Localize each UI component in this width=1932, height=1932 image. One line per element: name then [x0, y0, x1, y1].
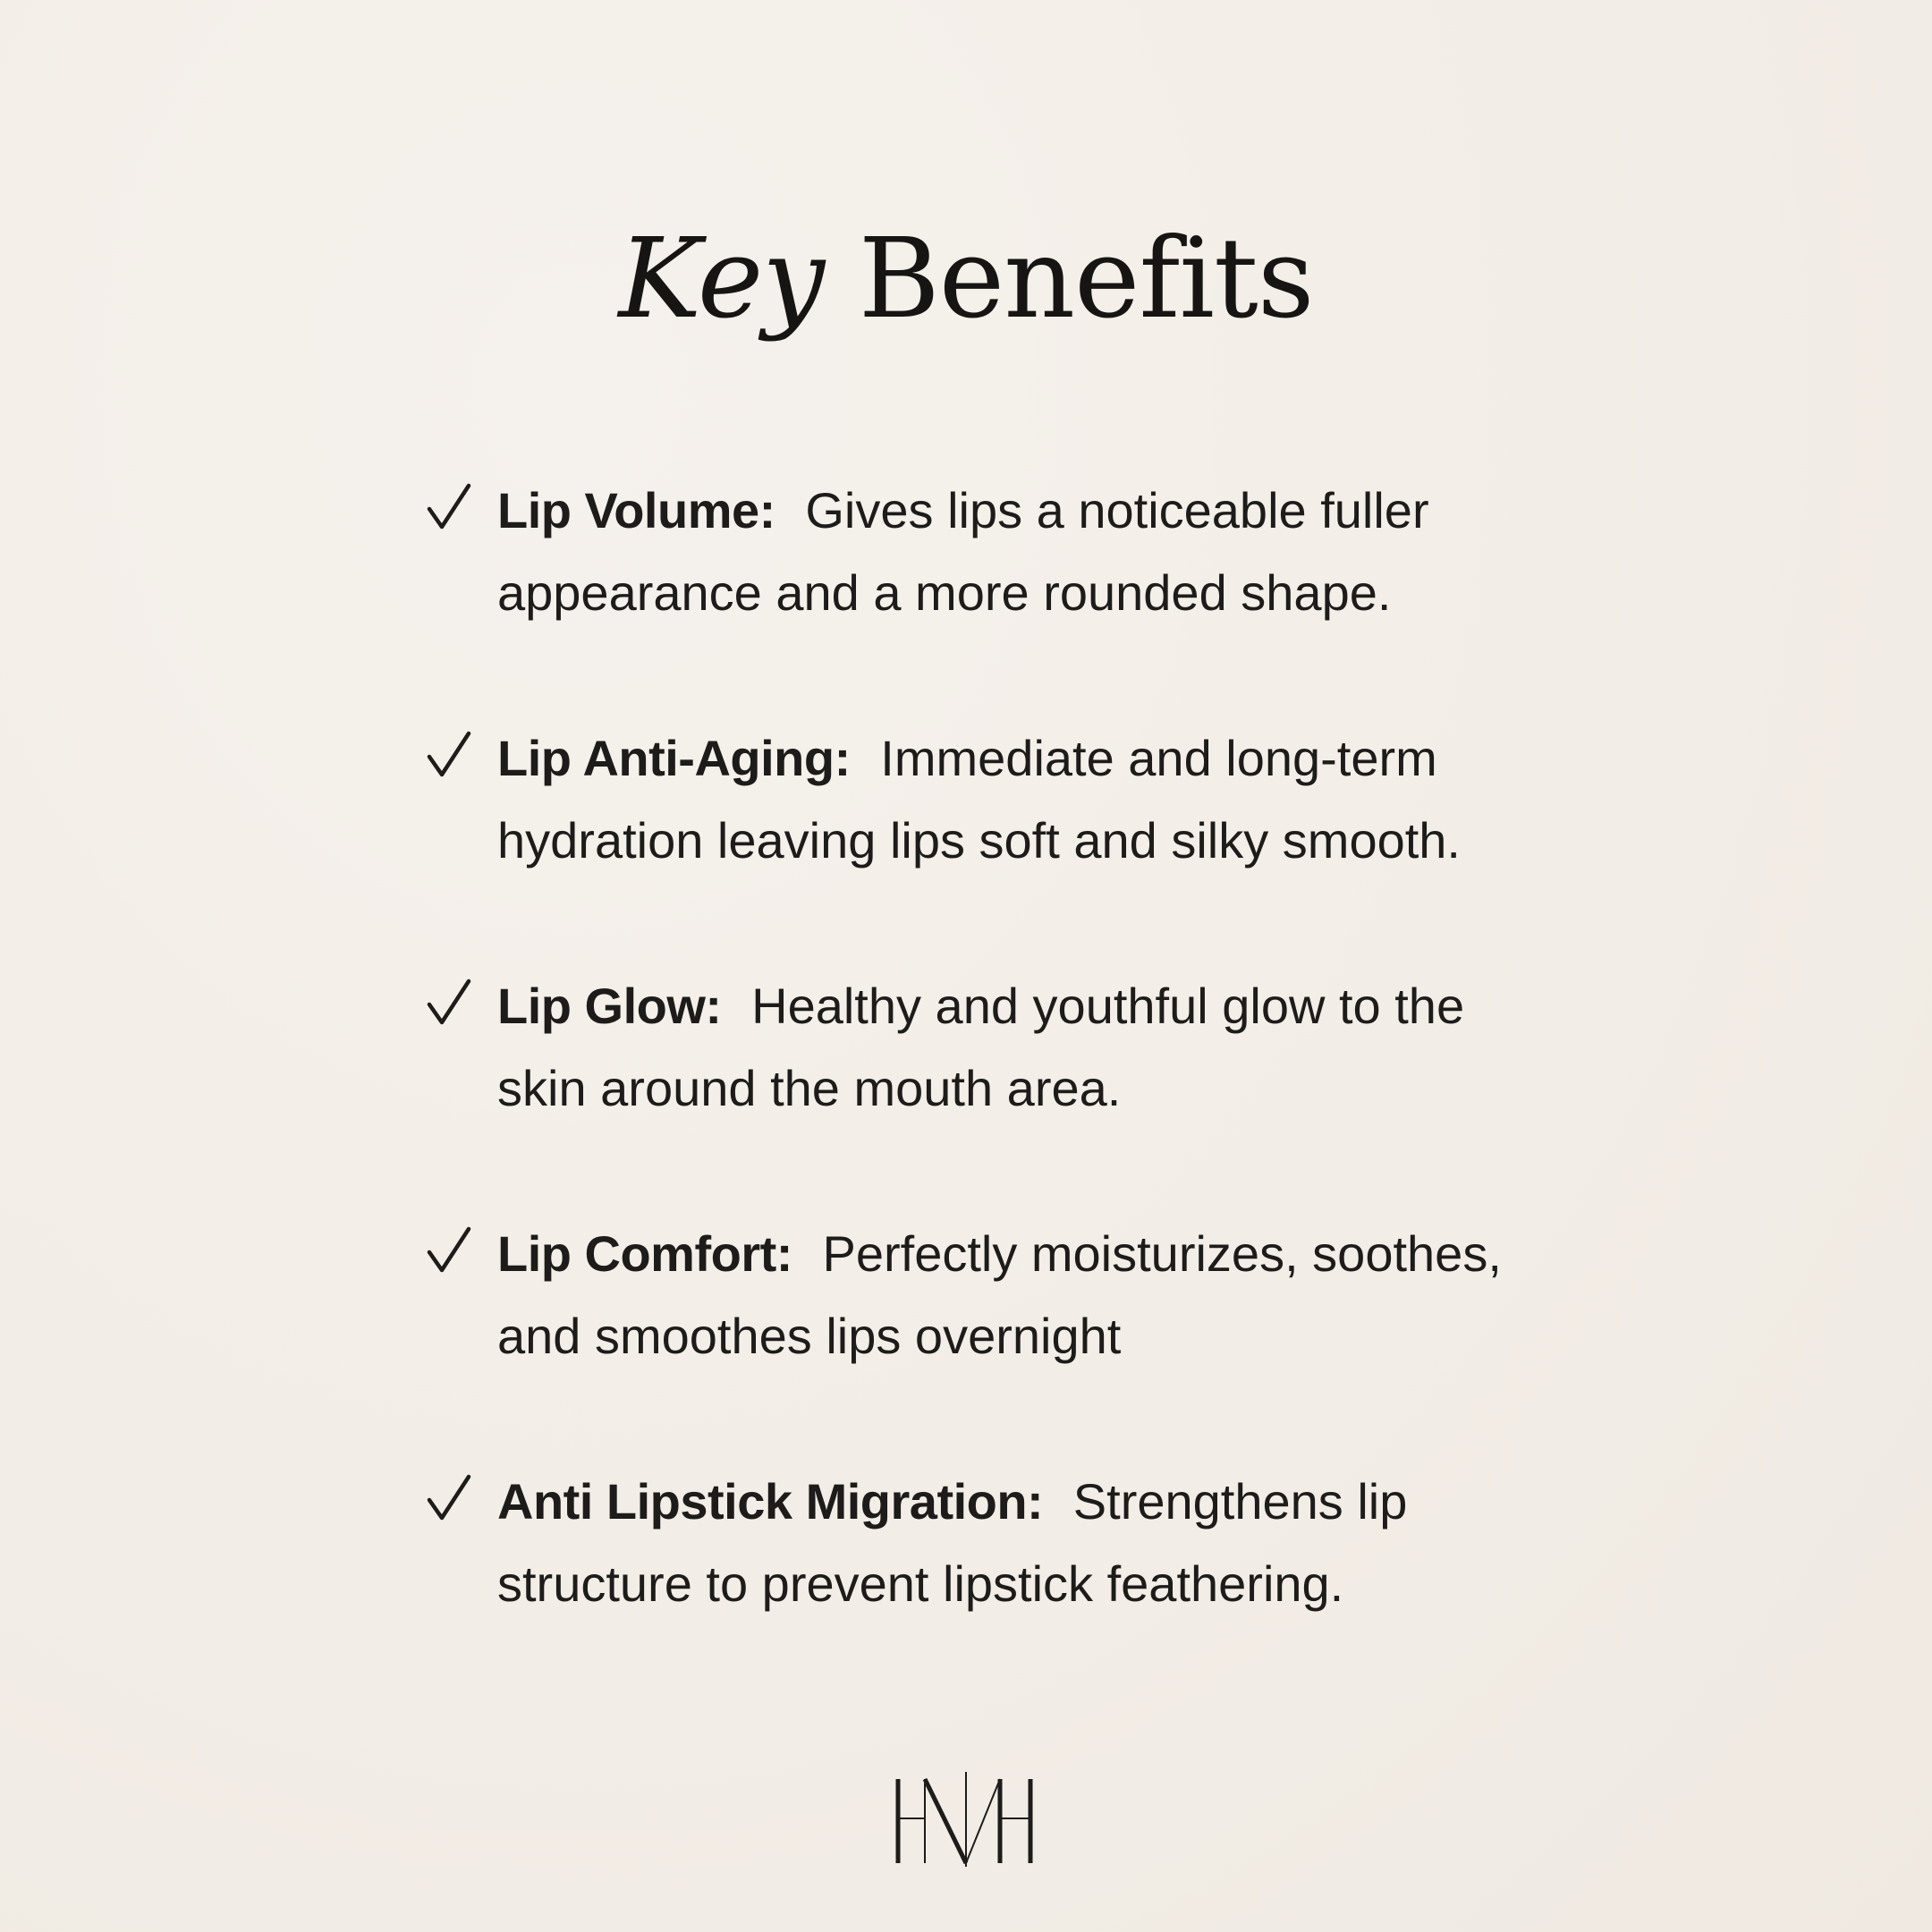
page-title	[0, 215, 1932, 343]
benefit-label: Lip Volume:	[497, 482, 775, 538]
benefit-text	[497, 717, 1530, 882]
benefit-description: Strengthens lip structure to prevent lipstick feathering.	[497, 1473, 1408, 1612]
list-item	[420, 1461, 1530, 1626]
hm-monogram-logo	[886, 1767, 1046, 1874]
benefit-text	[497, 1213, 1530, 1377]
benefit-description: Gives lips a noticeable fuller appearance and a more rounded shape.	[497, 482, 1429, 621]
check-icon	[426, 1225, 472, 1274]
check-icon	[426, 1473, 472, 1521]
list-item	[420, 717, 1530, 883]
benefit-text	[497, 965, 1530, 1130]
check-icon	[426, 978, 472, 1026]
check-icon	[426, 730, 472, 778]
list-item	[420, 470, 1530, 635]
benefit-description: Immediate and long-term hydration leaving lips soft and silky smooth.	[497, 730, 1461, 869]
title-rest: Benefits	[858, 215, 1314, 343]
benefits-list	[420, 470, 1530, 1708]
benefit-text	[497, 470, 1530, 634]
benefit-label: Lip Anti-Aging:	[497, 730, 851, 786]
benefit-text	[497, 1461, 1530, 1625]
benefit-label: Lip Comfort:	[497, 1225, 792, 1282]
benefit-description: Perfectly moisturizes, soothes, and smoothes lips overnight	[497, 1225, 1502, 1364]
list-item	[420, 965, 1530, 1131]
title-italic: Key	[618, 215, 825, 343]
list-item	[420, 1213, 1530, 1378]
benefit-label: Anti Lipstick Migration:	[497, 1473, 1044, 1530]
benefit-label: Lip Glow:	[497, 978, 722, 1034]
benefit-description: Healthy and youthful glow to the skin around the mouth area.	[497, 978, 1465, 1116]
check-icon	[426, 482, 472, 530]
